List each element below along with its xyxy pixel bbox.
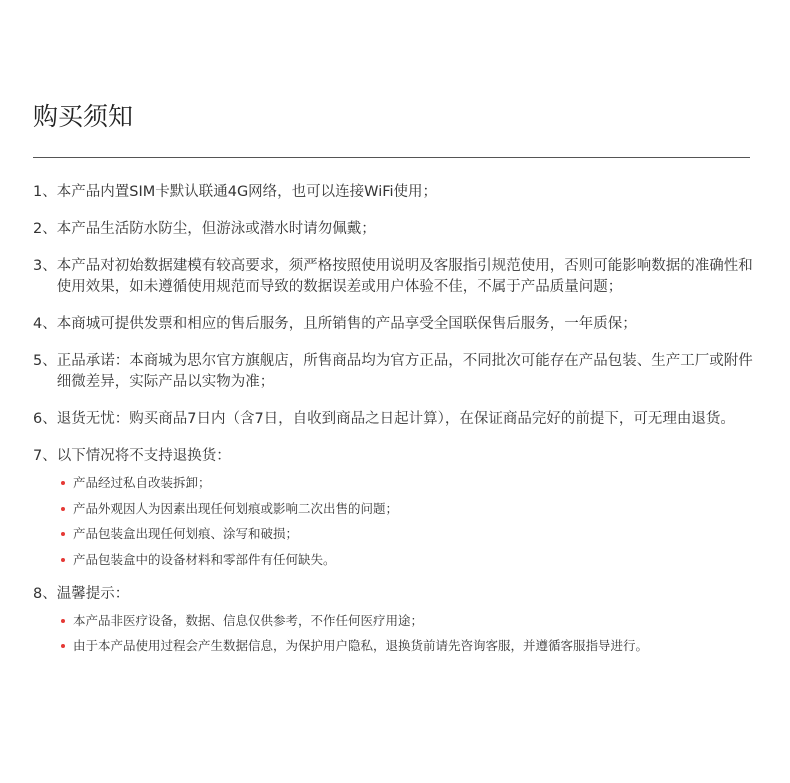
notice-item-6 — [33, 409, 758, 430]
return-exclusions-list — [61, 475, 758, 568]
notice-item-5 — [33, 351, 758, 393]
notice-item-8-tips — [33, 584, 758, 655]
notice-item-1 — [33, 182, 758, 203]
notice-text: 正品承诺：本商城为思尔官方旗舰店，所售商品均为官方正品，不同批次可能存在产品包装、生产工厂或附件细微差异，实际产品以实物为准； — [56, 353, 753, 390]
notice-text: 本商城可提供发票和相应的售后服务，且所销售的产品享受全国联保售后服务，一年质保； — [56, 316, 637, 332]
bullet-dot-icon — [61, 558, 65, 562]
list-item — [61, 475, 758, 491]
notice-number: 7、 — [33, 448, 57, 464]
bullet-dot-icon — [61, 619, 65, 623]
notice-number: 8、 — [33, 585, 57, 602]
notice-number: 1、 — [33, 184, 57, 200]
notice-number: 2、 — [33, 221, 57, 237]
list-item-text: 本产品非医疗设备，数据、信息仅供参考，不作任何医疗用途； — [73, 612, 424, 628]
notice-number: 4、 — [33, 316, 57, 332]
notice-list — [33, 182, 758, 670]
page-title: 购买须知 — [33, 102, 134, 131]
title-divider — [33, 157, 750, 158]
bullet-dot-icon — [61, 481, 65, 485]
notice-text: 本产品对初始数据建模有较高要求，须严格按照使用说明及客服指引规范使用，否则可能影响数据的准确性和使用效果，如未遵循使用规范而导致的数据误差或用户体验不佳，不属于产品质量问题； — [56, 258, 753, 295]
list-item-text: 产品经过私自改装拆卸； — [73, 475, 211, 490]
notice-item-2 — [33, 219, 758, 240]
notice-number: 5、 — [33, 353, 57, 369]
notice-text: 本产品生活防水防尘，但游泳或潜水时请勿佩戴； — [56, 221, 376, 237]
notice-text: 本产品内置SIM卡默认联通4G网络，也可以连接WiFi使用； — [56, 184, 438, 200]
notice-number: 6、 — [33, 411, 57, 427]
list-item — [61, 613, 758, 629]
bullet-dot-icon — [61, 507, 65, 511]
list-item-text: 产品外观因人为因素出现任何划痕或影响二次出售的问题； — [73, 500, 399, 516]
notice-text: 退货无忧：购买商品7日内（含7日，自收到商品之日起计算），在保证商品完好的前提下，可无理由退货。 — [56, 411, 735, 427]
bullet-dot-icon — [61, 644, 65, 648]
notice-heading: 温馨提示： — [56, 585, 130, 602]
list-item — [61, 638, 758, 654]
bullet-dot-icon — [61, 532, 65, 536]
list-item-text: 由于本产品使用过程会产生数据信息，为保护用户隐私，退换货前请先咨询客服，并遵循客服指导进行。 — [73, 638, 649, 653]
notice-heading: 以下情况将不支持退换货： — [56, 448, 231, 464]
notice-number: 3、 — [33, 258, 57, 274]
list-item-text: 产品包装盒出现任何划痕、涂写和破损； — [73, 526, 299, 541]
notice-item-3 — [33, 256, 758, 298]
list-item-text: 产品包装盒中的设备材料和零部件有任何缺失。 — [73, 551, 336, 567]
list-item — [61, 526, 758, 542]
list-item — [61, 552, 758, 568]
notice-item-7-return-policy — [33, 446, 758, 568]
notice-item-4 — [33, 314, 758, 335]
tips-list — [61, 613, 758, 655]
list-item — [61, 501, 758, 517]
